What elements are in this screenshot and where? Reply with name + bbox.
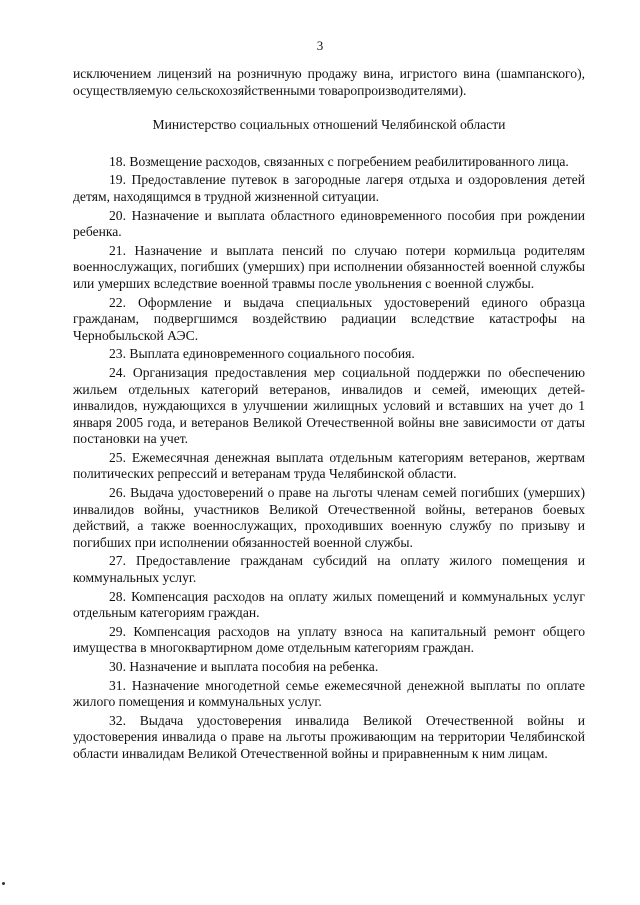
scan-mark xyxy=(2,882,5,885)
list-item-21: 21. Назначение и выплата пенсий по случаю потери кормильца родителям военнослужащих, погибших (умерших) при исполнении обязанностей военной службы или умерших вследствие военной травмы после увольнения с военной службы. xyxy=(73,242,585,291)
section-heading: Министерство социальных отношений Челябинской области xyxy=(152,117,506,133)
item-list xyxy=(73,154,585,763)
list-item-30: 30. Назначение и выплата пособия на ребенка. xyxy=(109,659,379,674)
list-item-19: 19. Предоставление путевок в загородные лагеря отдыха и оздоровления детей детям, находящимся в трудной жизненной ситуации. xyxy=(73,172,585,204)
page-number: 3 xyxy=(316,38,324,53)
list-item-32: 32. Выдача удостоверения инвалида Великой Отечественной войны и удостоверения инвалида о праве на льготы проживающим на территории Челябинской области инвалидам Великой Отечественной войны и приравненным к ним лицам. xyxy=(73,712,585,761)
list-item-22: 22. Оформление и выдача специальных удостоверений единого образца гражданам, подвергшимся воздействию радиации вследствие катастрофы на Чернобыльской АЭС. xyxy=(73,294,585,343)
list-item-25: 25. Ежемесячная денежная выплата отдельным категориям ветеранов, жертвам политических репрессий и ветеранам труда Челябинской области. xyxy=(73,449,585,482)
list-item-26: 26. Выдача удостоверений о праве на льготы членам семей погибших (умерших) инвалидов войны, участников Великой Отечественной войны, ветеранов боевых действий, а также военнослужащих, проходивших военную службу по призыву и погибших при исполнении обязанностей военной службы. xyxy=(73,485,585,550)
list-item-28: 28. Компенсация расходов на оплату жилых помещений и коммунальных услуг отдельным категориям граждан. xyxy=(73,588,585,621)
list-item-23: 23. Выплата единовременного социального пособия. xyxy=(109,346,415,362)
list-item-27: 27. Предоставление гражданам субсидий на оплату жилого помещения и коммунальных услуг. xyxy=(73,553,585,586)
continuation-paragraph: исключением лицензий на розничную продажу вина, игристого вина (шампанского), осуществляемую сельскохозяйственными товаропроизводителями). xyxy=(73,66,585,98)
list-item-20: 20. Назначение и выплата областного единовременного пособия при рождении ребенка. xyxy=(73,207,585,240)
list-item-24: 24. Организация предоставления мер социальной поддержки по обеспечению жильем отдельных категорий ветеранов, инвалидов и семей, имеющих детей-инвалидов, нуждающихся в улучшении жилищных условий и вставших на учет до 1 января 2005 года, и ветеранов Великой Отечественной войны вне зависимости от даты постановки на учет. xyxy=(73,364,585,447)
list-item-31: 31. Назначение многодетной семье ежемесячной денежной выплаты по оплате жилого помещения и коммунальных услуг. xyxy=(73,677,585,710)
page-content xyxy=(73,66,585,765)
list-item-29: 29. Компенсация расходов на уплату взноса на капитальный ремонт общего имущества в многоквартирном доме отдельным категориям граждан. xyxy=(73,623,585,656)
list-item-18: 18. Возмещение расходов, связанных с погребением реабилитированного лица. xyxy=(109,153,569,169)
